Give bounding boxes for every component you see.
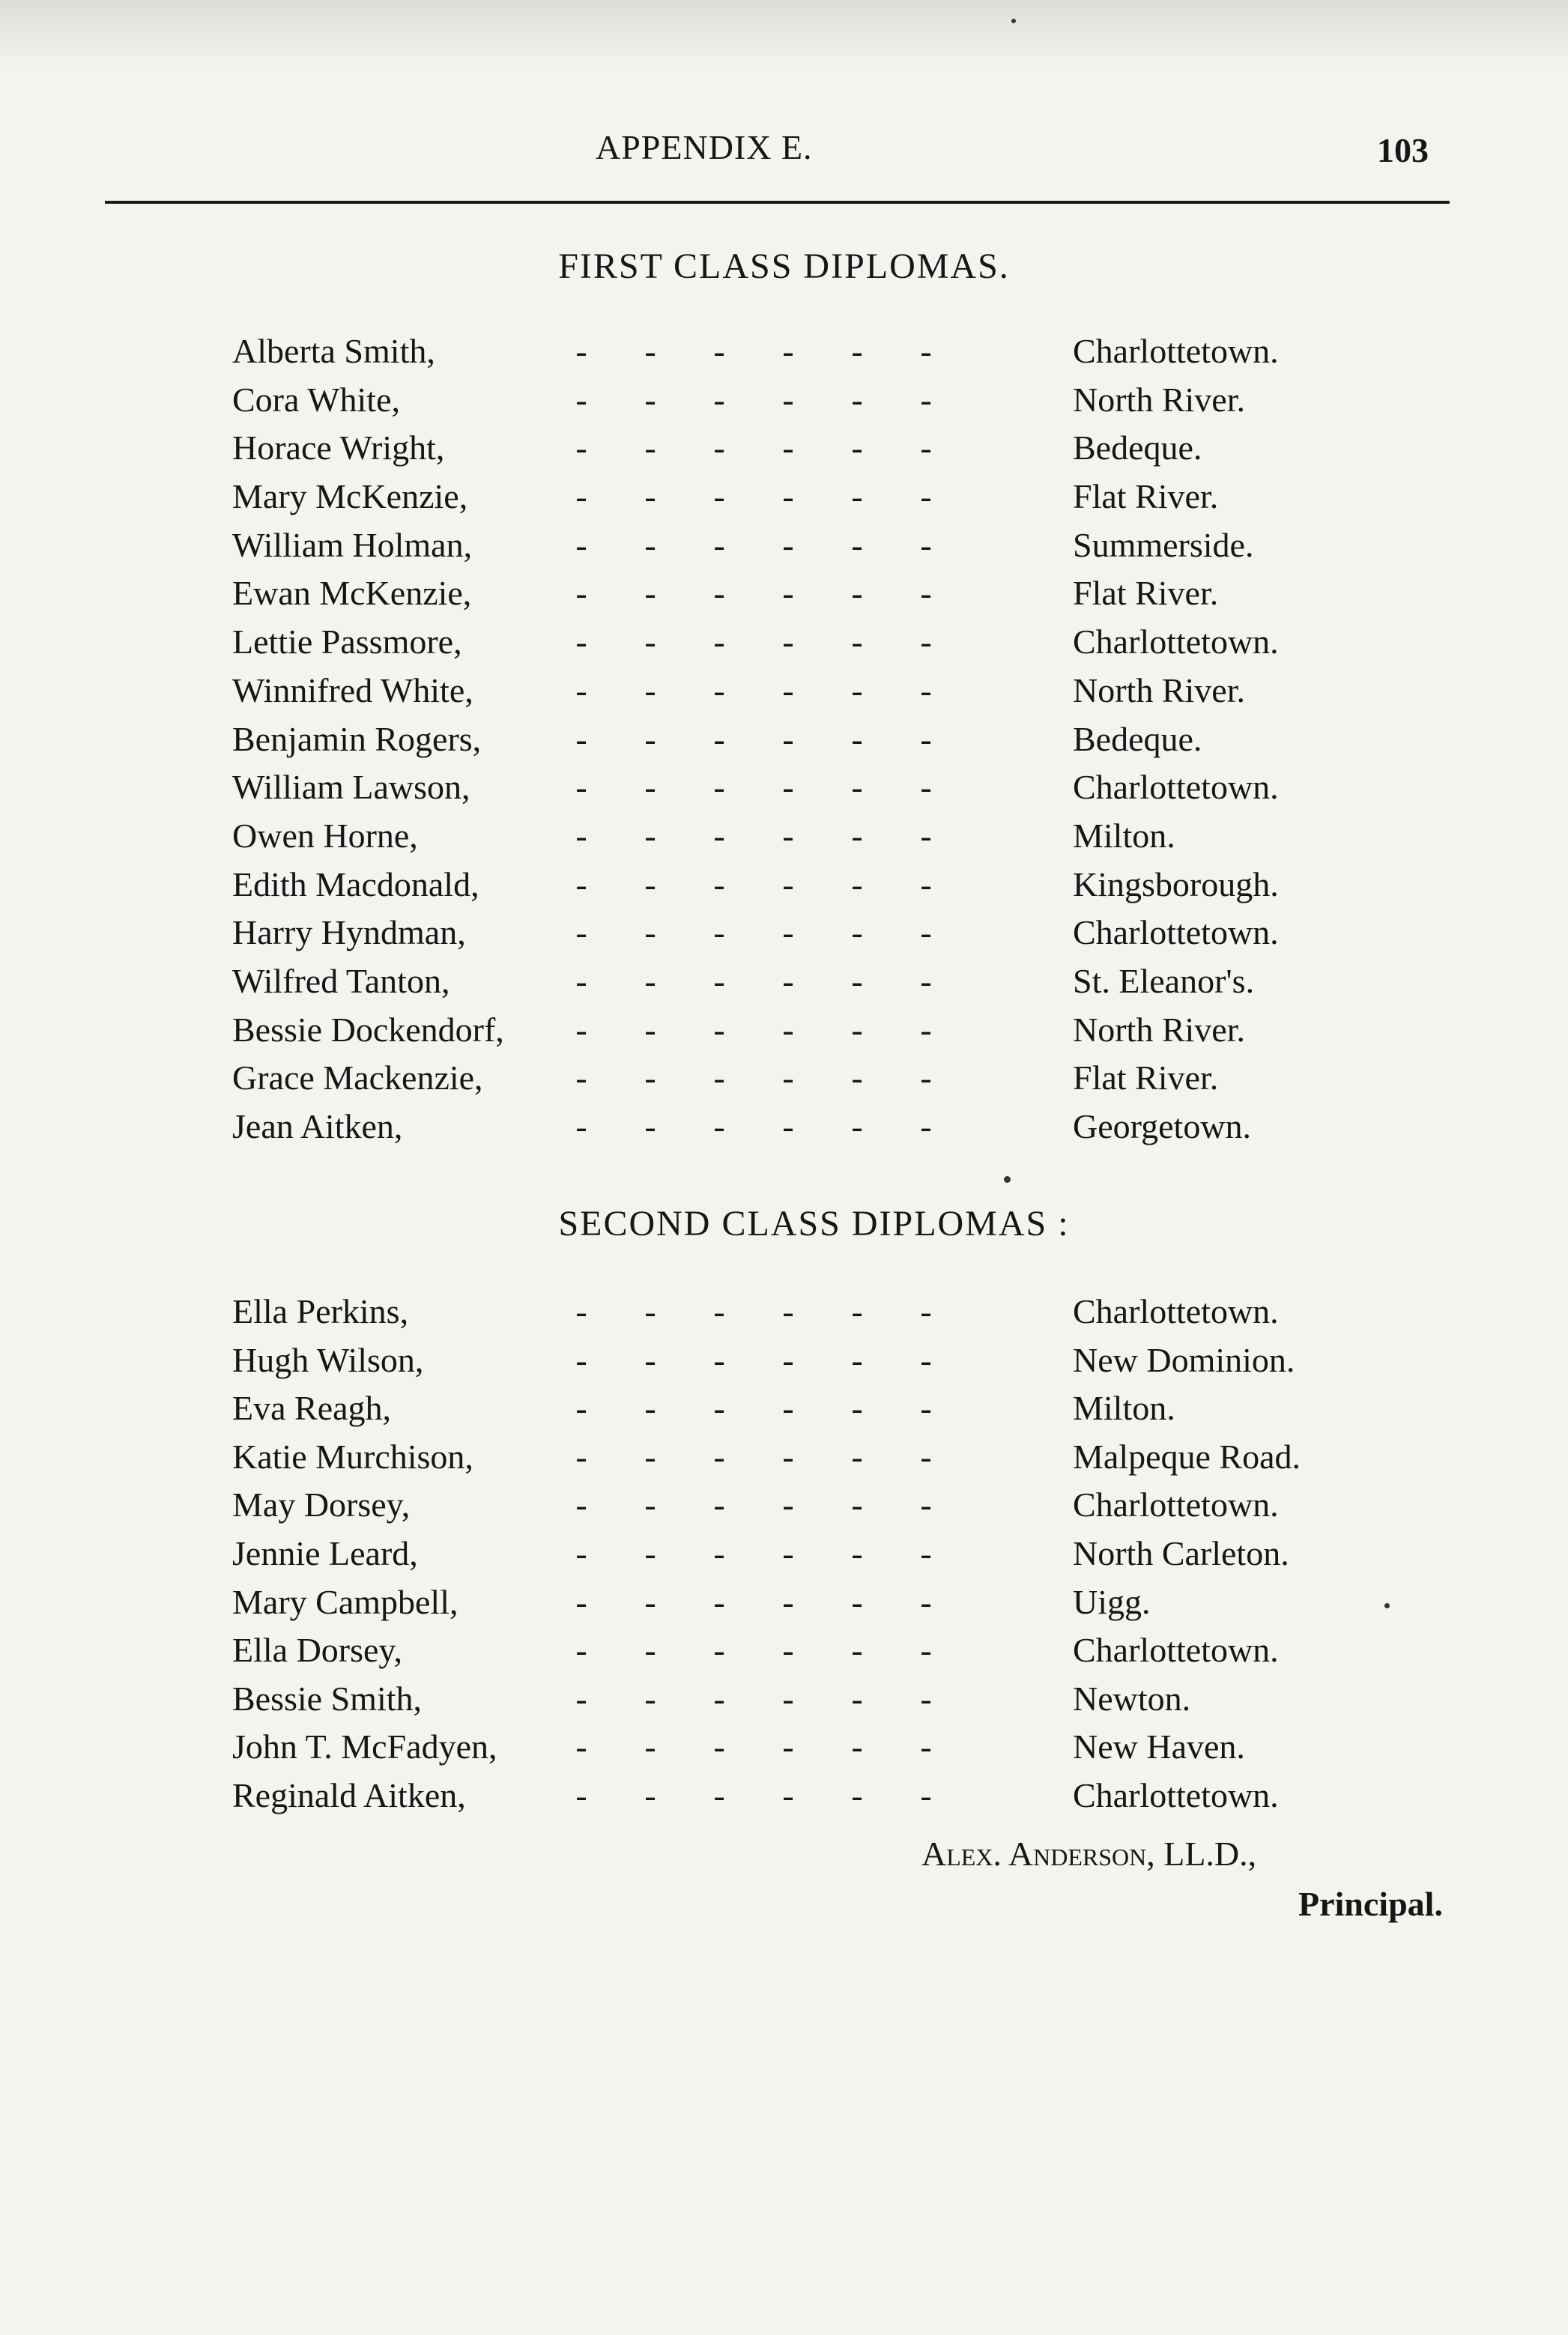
graduate-place: North River. — [1073, 1010, 1245, 1049]
list-item — [0, 1058, 1568, 1106]
graduate-name: Bessie Dockendorf, — [232, 1010, 504, 1049]
signature-role: Principal. — [1298, 1885, 1443, 1923]
graduate-name: Benjamin Rogers, — [232, 719, 482, 758]
graduate-name: Mary McKenzie, — [232, 477, 468, 516]
dash-leaders: - - - - - - — [575, 574, 932, 613]
graduate-place: Bedeque. — [1073, 719, 1202, 758]
dash-leaders: - - - - - - — [575, 525, 932, 564]
ink-speck — [1004, 1176, 1011, 1183]
dash-leaders: - - - - - - — [575, 428, 932, 467]
dash-leaders: - - - - - - — [575, 816, 932, 855]
running-head — [0, 120, 1568, 180]
list-item — [0, 1340, 1568, 1389]
graduate-place: Flat River. — [1073, 1059, 1219, 1097]
list-item — [0, 719, 1568, 768]
graduate-place: Charlottetown. — [1073, 332, 1279, 370]
graduate-name: Alberta Smith, — [232, 332, 435, 370]
graduate-place: North River. — [1073, 380, 1245, 419]
list-item — [0, 767, 1568, 816]
first-class-list — [0, 331, 1568, 1155]
header-rule — [105, 201, 1450, 204]
graduate-place: New Dominion. — [1073, 1340, 1295, 1379]
graduate-place: Bedeque. — [1073, 428, 1202, 467]
graduate-place: Milton. — [1073, 1389, 1175, 1428]
graduate-name: Lettie Passmore, — [232, 623, 462, 661]
graduate-name: William Holman, — [232, 525, 473, 564]
dash-leaders: - - - - - - — [575, 332, 932, 370]
list-item — [0, 912, 1568, 961]
graduate-name: Edith Macdonald, — [232, 864, 479, 903]
graduate-name: Ewan McKenzie, — [232, 574, 472, 613]
dash-leaders: - - - - - - — [575, 1631, 932, 1670]
dash-leaders: - - - - - - — [575, 1582, 932, 1621]
dash-leaders: - - - - - - — [575, 1010, 932, 1049]
graduate-place: Charlottetown. — [1073, 913, 1279, 952]
paper-shadow — [0, 0, 1568, 67]
list-item — [0, 1582, 1568, 1631]
running-title: APPENDIX E. — [596, 128, 813, 166]
graduate-name: Katie Murchison, — [232, 1437, 473, 1476]
graduate-place: Newton. — [1073, 1679, 1191, 1718]
graduate-place: Charlottetown. — [1073, 1775, 1279, 1814]
graduate-name: Cora White, — [232, 380, 400, 419]
list-item — [0, 1106, 1568, 1155]
list-item — [0, 525, 1568, 574]
dash-leaders: - - - - - - — [575, 1389, 932, 1428]
list-item — [0, 1388, 1568, 1437]
graduate-name: Mary Campbell, — [232, 1582, 458, 1621]
list-item — [0, 864, 1568, 913]
dash-leaders: - - - - - - — [575, 1292, 932, 1330]
list-item — [0, 1775, 1568, 1824]
list-item — [0, 1010, 1568, 1059]
graduate-name: Horace Wright, — [232, 428, 445, 467]
list-item — [0, 961, 1568, 1010]
dash-leaders: - - - - - - — [575, 670, 932, 709]
dash-leaders: - - - - - - — [575, 1533, 932, 1572]
dash-leaders: - - - - - - — [575, 1059, 932, 1097]
list-item — [0, 428, 1568, 476]
graduate-place: Charlottetown. — [1073, 768, 1279, 807]
graduate-place: Milton. — [1073, 816, 1175, 855]
dash-leaders: - - - - - - — [575, 864, 932, 903]
graduate-name: Jennie Leard, — [232, 1533, 418, 1572]
first-class-heading: FIRST CLASS DIPLOMAS. — [558, 246, 1010, 286]
signature-name: Alex. Anderson, LL.D., — [921, 1835, 1257, 1873]
dash-leaders: - - - - - - — [575, 1679, 932, 1718]
ink-speck — [1384, 1603, 1390, 1608]
graduate-name: John T. McFadyen, — [232, 1727, 497, 1766]
dash-leaders: - - - - - - — [575, 913, 932, 952]
graduate-place: Georgetown. — [1073, 1107, 1252, 1145]
graduate-place: Charlottetown. — [1073, 1631, 1279, 1670]
dash-leaders: - - - - - - — [575, 961, 932, 1000]
graduate-name: Bessie Smith, — [232, 1679, 423, 1718]
page-number: 103 — [1377, 131, 1429, 169]
graduate-place: Malpeque Road. — [1073, 1437, 1301, 1476]
dash-leaders: - - - - - - — [575, 719, 932, 758]
dash-leaders: - - - - - - — [575, 1340, 932, 1379]
graduate-place: Charlottetown. — [1073, 1292, 1279, 1330]
graduate-name: Reginald Aitken, — [232, 1775, 466, 1814]
list-item — [0, 1630, 1568, 1679]
graduate-name: Hugh Wilson, — [232, 1340, 424, 1379]
graduate-name: William Lawson, — [232, 768, 470, 807]
list-item — [0, 816, 1568, 864]
graduate-name: Wilfred Tanton, — [232, 961, 450, 1000]
graduate-place: Uigg. — [1073, 1582, 1151, 1621]
graduate-name: Harry Hyndman, — [232, 913, 466, 952]
list-item — [0, 331, 1568, 380]
dash-leaders: - - - - - - — [575, 768, 932, 807]
dash-leaders: - - - - - - — [575, 1727, 932, 1766]
graduate-place: Summerside. — [1073, 525, 1254, 564]
dash-leaders: - - - - - - — [575, 1437, 932, 1476]
dash-leaders: - - - - - - — [575, 623, 932, 661]
list-item — [0, 1727, 1568, 1775]
graduate-place: Flat River. — [1073, 574, 1219, 613]
list-item — [0, 1437, 1568, 1486]
dash-leaders: - - - - - - — [575, 1107, 932, 1145]
list-item — [0, 380, 1568, 428]
graduate-place: Flat River. — [1073, 477, 1219, 516]
list-item — [0, 1291, 1568, 1340]
graduate-place: New Haven. — [1073, 1727, 1245, 1766]
list-item — [0, 670, 1568, 719]
list-item — [0, 1679, 1568, 1727]
second-class-heading: SECOND CLASS DIPLOMAS : — [558, 1204, 1070, 1244]
list-item — [0, 1485, 1568, 1533]
dash-leaders: - - - - - - — [575, 1775, 932, 1814]
graduate-place: St. Eleanor's. — [1073, 961, 1255, 1000]
graduate-place: North River. — [1073, 670, 1245, 709]
list-item — [0, 622, 1568, 670]
graduate-place: North Carleton. — [1073, 1533, 1289, 1572]
graduate-name: Ella Perkins, — [232, 1292, 409, 1330]
list-item — [0, 573, 1568, 622]
graduate-place: Charlottetown. — [1073, 623, 1279, 661]
dash-leaders: - - - - - - — [575, 380, 932, 419]
graduate-place: Charlottetown. — [1073, 1486, 1279, 1524]
graduate-name: May Dorsey, — [232, 1486, 411, 1524]
graduate-name: Grace Mackenzie, — [232, 1059, 483, 1097]
graduate-name: Winnifred White, — [232, 670, 473, 709]
dash-leaders: - - - - - - — [575, 1486, 932, 1524]
dash-leaders: - - - - - - — [575, 477, 932, 516]
list-item — [0, 476, 1568, 525]
graduate-name: Eva Reagh, — [232, 1389, 392, 1428]
graduate-name: Owen Horne, — [232, 816, 418, 855]
second-class-list — [0, 1291, 1568, 1824]
graduate-name: Ella Dorsey, — [232, 1631, 402, 1670]
graduate-name: Jean Aitken, — [232, 1107, 403, 1145]
ink-speck — [1011, 19, 1016, 23]
list-item — [0, 1533, 1568, 1582]
graduate-place: Kingsborough. — [1073, 864, 1279, 903]
